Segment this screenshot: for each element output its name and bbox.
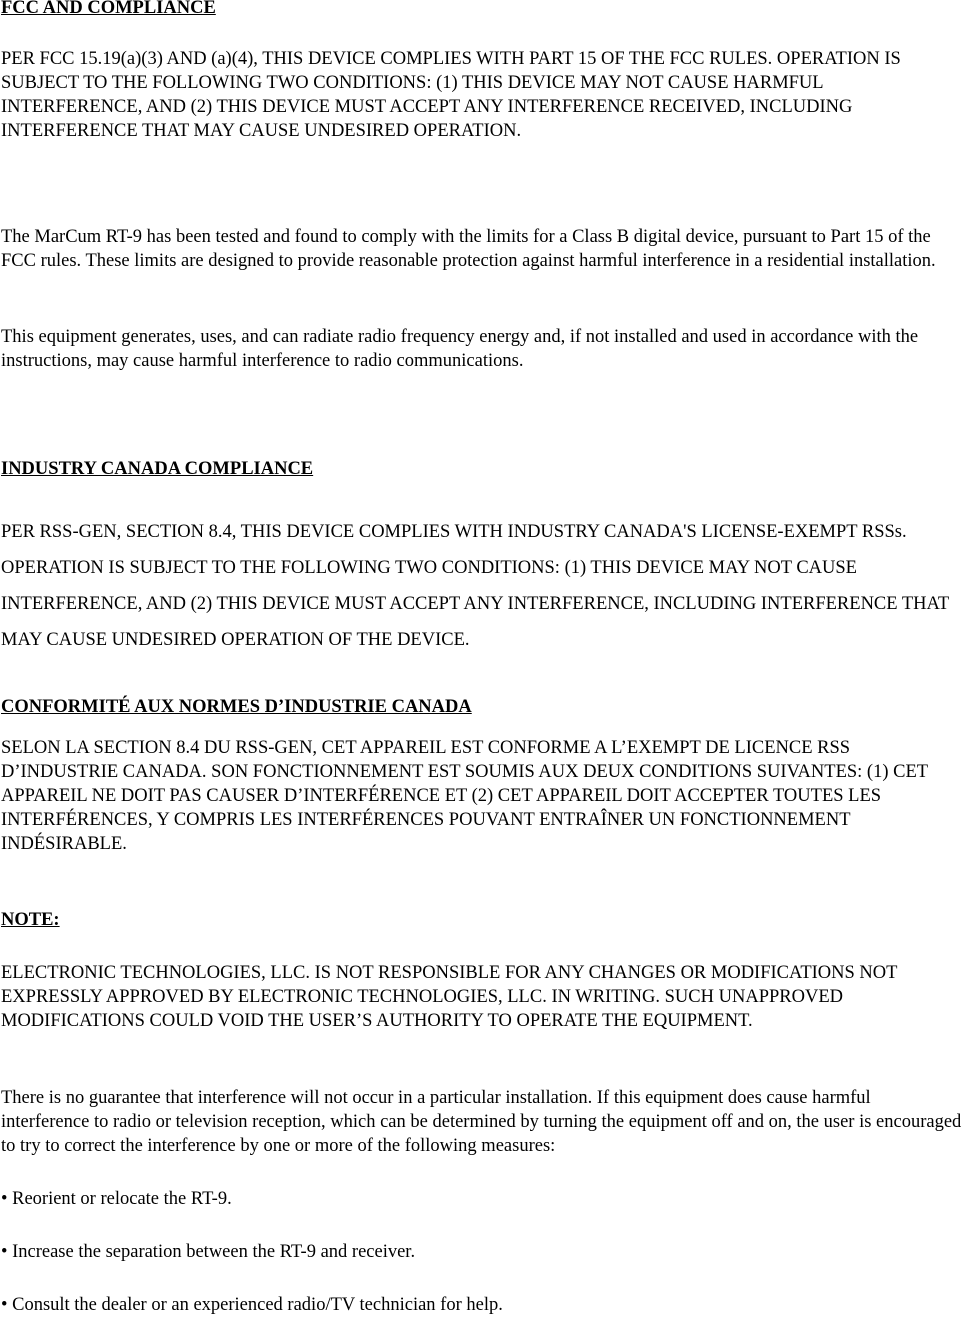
measure-reorient: • Reorient or relocate the RT-9. [1, 1189, 232, 1209]
note-modifications-paragraph: ELECTRONIC TECHNOLOGIES, LLC. IS NOT RESPONSIBLE FOR ANY CHANGES OR MODIFICATIONS NOT EXPRESSLY APPROVED BY ELECTRONIC TECHNOLOGIES, LLC. IN WRITING. SUCH UNAPPROVED MODIFICATIONS COULD VOID THE USER’S AUTHORITY TO OPERATE THE EQUIPMENT. [1, 963, 898, 1031]
measure-consult-dealer: • Consult the dealer or an experienced radio/TV technician for help. [1, 1295, 503, 1315]
conformite-heading: CONFORMITÉ AUX NORMES D’INDUSTRIE CANADA [1, 697, 472, 717]
fcc-radiation-paragraph: This equipment generates, uses, and can radiate radio frequency energy and, if not installed and used in accordance with the instructions, may cause harmful interference to radio communications. [1, 327, 919, 371]
conformite-statement: SELON LA SECTION 8.4 DU RSS-GEN, CET APPAREIL EST CONFORME A L’EXEMPT DE LICENCE RSS D’INDUSTRIE CANADA. SON FONCTIONNEMENT EST SOUMIS AUX DEUX CONDITIONS SUIVANTES: (1) CET APPAREIL NE DOIT PAS CAUSER D’INTERFÉRENCE ET (2) CET APPAREIL DOIT ACCEPTER TOUTES LES INTERFÉRENCES, Y COMPRIS LES INTERFÉRENCES POUVANT ENTRAÎNER UN FONCTIONNEMENT INDÉSIRABLE. [1, 738, 928, 854]
fcc-class-b-paragraph: The MarCum RT-9 has been tested and found to comply with the limits for a Class B digital device, pursuant to Part 15 of the FCC rules. These limits are designed to provide reasonable protection against harmful interference in a residential installation. [1, 227, 936, 271]
note-heading: NOTE: [1, 910, 60, 930]
industry-canada-heading: INDUSTRY CANADA COMPLIANCE [1, 459, 314, 479]
fcc-heading: FCC AND COMPLIANCE [1, 0, 216, 18]
industry-canada-statement: PER RSS-GEN, SECTION 8.4, THIS DEVICE COMPLIES WITH INDUSTRY CANADA'S LICENSE-EXEMPT RSSs. OPERATION IS SUBJECT TO THE FOLLOWING TWO CONDITIONS: (1) THIS DEVICE MAY NOT CAUSE INTERFERENCE, AND (2) THIS DEVICE MUST ACCEPT ANY INTERFERENCE, INCLUDING INTERFERENCE THAT MAY CAUSE UNDESIRED OPERATION OF THE DEVICE. [1, 522, 949, 650]
measure-increase-separation: • Increase the separation between the RT-9 and receiver. [1, 1242, 416, 1262]
fcc-statement: PER FCC 15.19(a)(3) AND (a)(4), THIS DEVICE COMPLIES WITH PART 15 OF THE FCC RULES. OPERATION IS SUBJECT TO THE FOLLOWING TWO CONDITIONS: (1) THIS DEVICE MAY NOT CAUSE HARMFUL INTERFERENCE, AND (2) THIS DEVICE MUST ACCEPT ANY INTERFERENCE RECEIVED, INCLUDING INTERFERENCE THAT MAY CAUSE UNDESIRED OPERATION. [1, 49, 901, 141]
note-guarantee-paragraph: There is no guarantee that interference will not occur in a particular installation. If this equipment does cause harmful interference to radio or television reception, which can be determined by turning the equipment off and on, the user is encouraged to try to correct the interference by one or more of the following measures: [1, 1088, 962, 1156]
